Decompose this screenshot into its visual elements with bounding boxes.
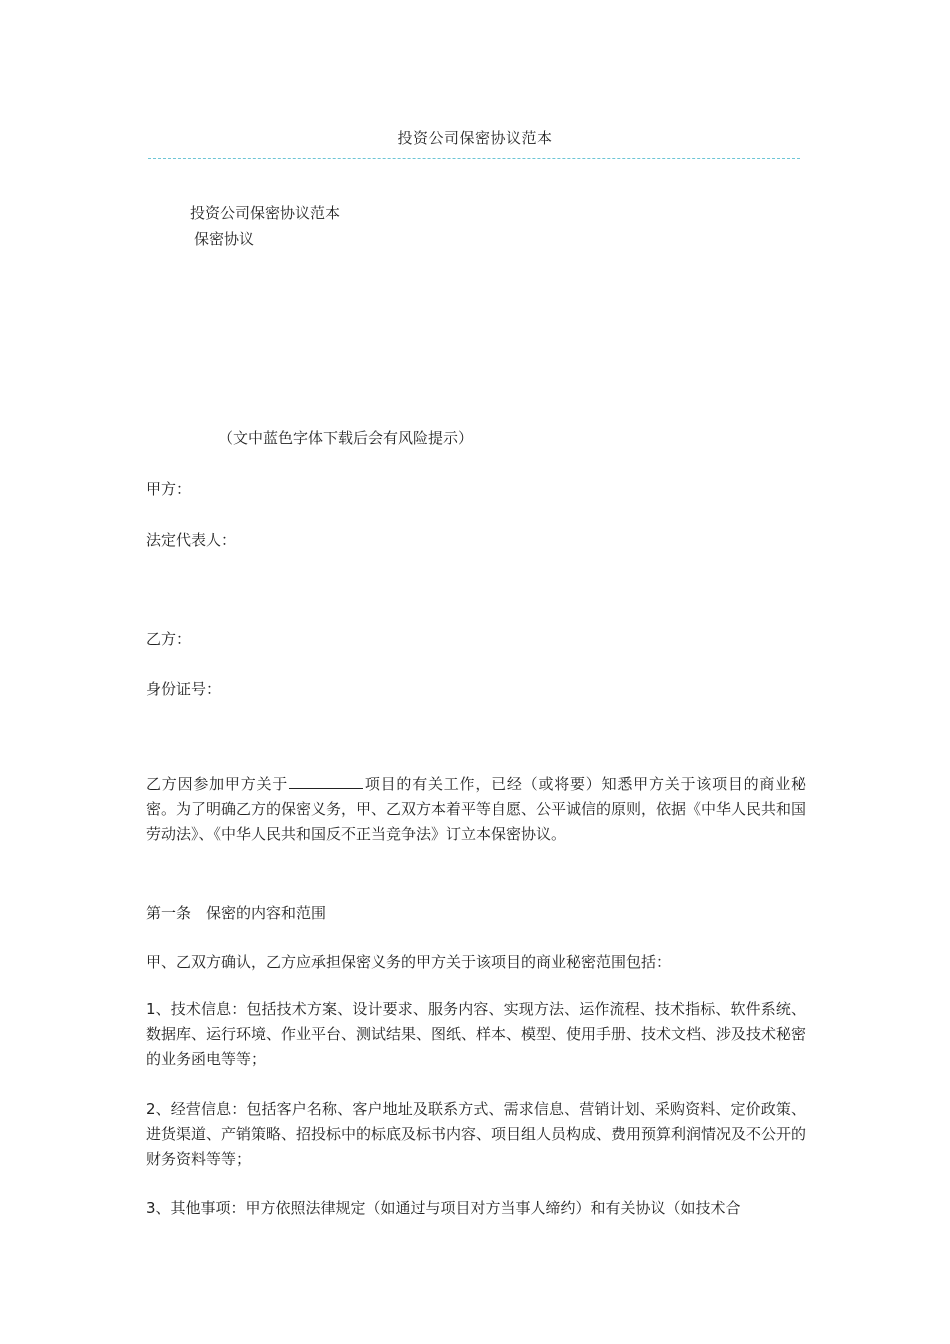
party-b-label: 乙方： (146, 630, 192, 648)
page-header-title: 投资公司保密协议范本 (397, 129, 553, 147)
document-subtitle: 保密协议 (194, 230, 255, 248)
document-title: 投资公司保密协议范本 (190, 204, 341, 222)
project-name-blank (289, 774, 363, 789)
article-1-item-2: 2、经营信息：包括客户名称、客户地址及联系方式、需求信息、营销计划、采购资料、定价政策、进货渠道、产销策略、招投标中的标底及标书内容、项目组人员构成、费用预算利润情况及不公开的财务资料等等； (146, 1100, 807, 1168)
preamble-text-start: 乙方因参加甲方关于 (146, 775, 289, 793)
risk-note: （文中蓝色字体下载后会有风险提示） (218, 429, 474, 447)
header-divider (148, 158, 800, 159)
article-1-item-1: 1、技术信息：包括技术方案、设计要求、服务内容、实现方法、运作流程、技术指标、软件系统、数据库、运行环境、作业平台、测试结果、图纸、样本、模型、使用手册、技术文档、涉及技术秘密的业务函电等等； (146, 1000, 807, 1068)
preamble-text-rest: 项目的有关工作，已经（或将要）知悉甲方关于该项目的商业秘密。为了明确乙方的保密义务，甲、乙双方本着平等自愿、公平诚信的原则，依据《中华人民共和国劳动法》、《中华人民共和国反不正当竞争法》订立本保密协议。 (146, 775, 807, 843)
article-1-heading: 第一条 保密的内容和范围 (146, 904, 327, 922)
party-a-label: 甲方： (146, 480, 192, 498)
id-number-label: 身份证号： (146, 680, 222, 698)
article-1-confirm: 甲、乙双方确认，乙方应承担保密义务的甲方关于该项目的商业秘密范围包括： (146, 953, 672, 971)
legal-representative-label: 法定代表人： (146, 531, 237, 549)
preamble-paragraph (146, 772, 806, 847)
article-1-item-3: 3、其他事项：甲方依照法律规定（如通过与项目对方当事人缔约）和有关协议（如技术合 (146, 1199, 741, 1217)
